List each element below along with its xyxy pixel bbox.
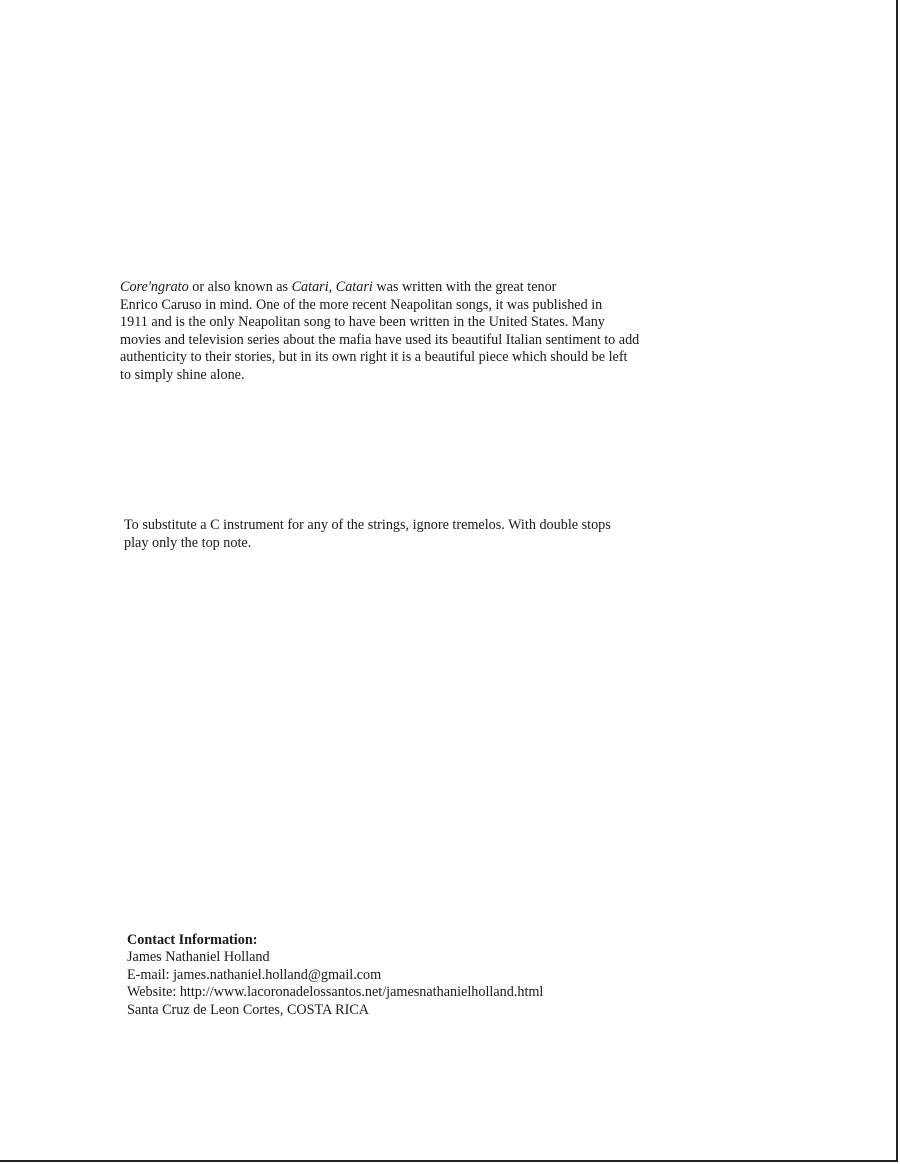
song-alt-title: Catari, Catari	[291, 279, 373, 295]
contact-website: Website: http://www.lacoronadelossantos.net/jamesnathanielholland.html	[127, 984, 544, 1001]
contact-name: James Nathaniel Holland	[127, 949, 270, 966]
page-edge-bottom	[0, 1160, 898, 1162]
intro-line-3: 1911 and is the only Neapolitan song to have been written in the United States. Many	[120, 314, 605, 331]
intro-paragraph	[120, 279, 685, 385]
substitution-line-1: To substitute a C instrument for any of the strings, ignore tremelos. With double stops	[124, 517, 611, 533]
contact-heading: Contact Information:	[127, 932, 258, 948]
substitution-note	[124, 517, 684, 552]
substitution-line-2: play only the top note.	[124, 534, 252, 551]
contact-block	[127, 932, 727, 1019]
intro-line-6: to simply shine alone.	[120, 366, 245, 383]
intro-line-5: authenticity to their stories, but in its own right it is a beautiful piece which should be left	[120, 349, 628, 366]
contact-location: Santa Cruz de Leon Cortes, COSTA RICA	[127, 1001, 369, 1018]
intro-line-2: Enrico Caruso in mind. One of the more recent Neapolitan songs, it was published in	[120, 296, 603, 313]
intro-line-4: movies and television series about the mafia have used its beautiful Italian sentiment to add	[120, 331, 640, 348]
song-title: Core'ngrato	[120, 279, 189, 295]
contact-email: E-mail: james.nathaniel.holland@gmail.com	[127, 966, 382, 983]
intro-line-1: Core'ngrato or also known as Catari, Catari was written with the great tenor	[120, 279, 557, 295]
page-edge-right	[896, 0, 898, 1162]
